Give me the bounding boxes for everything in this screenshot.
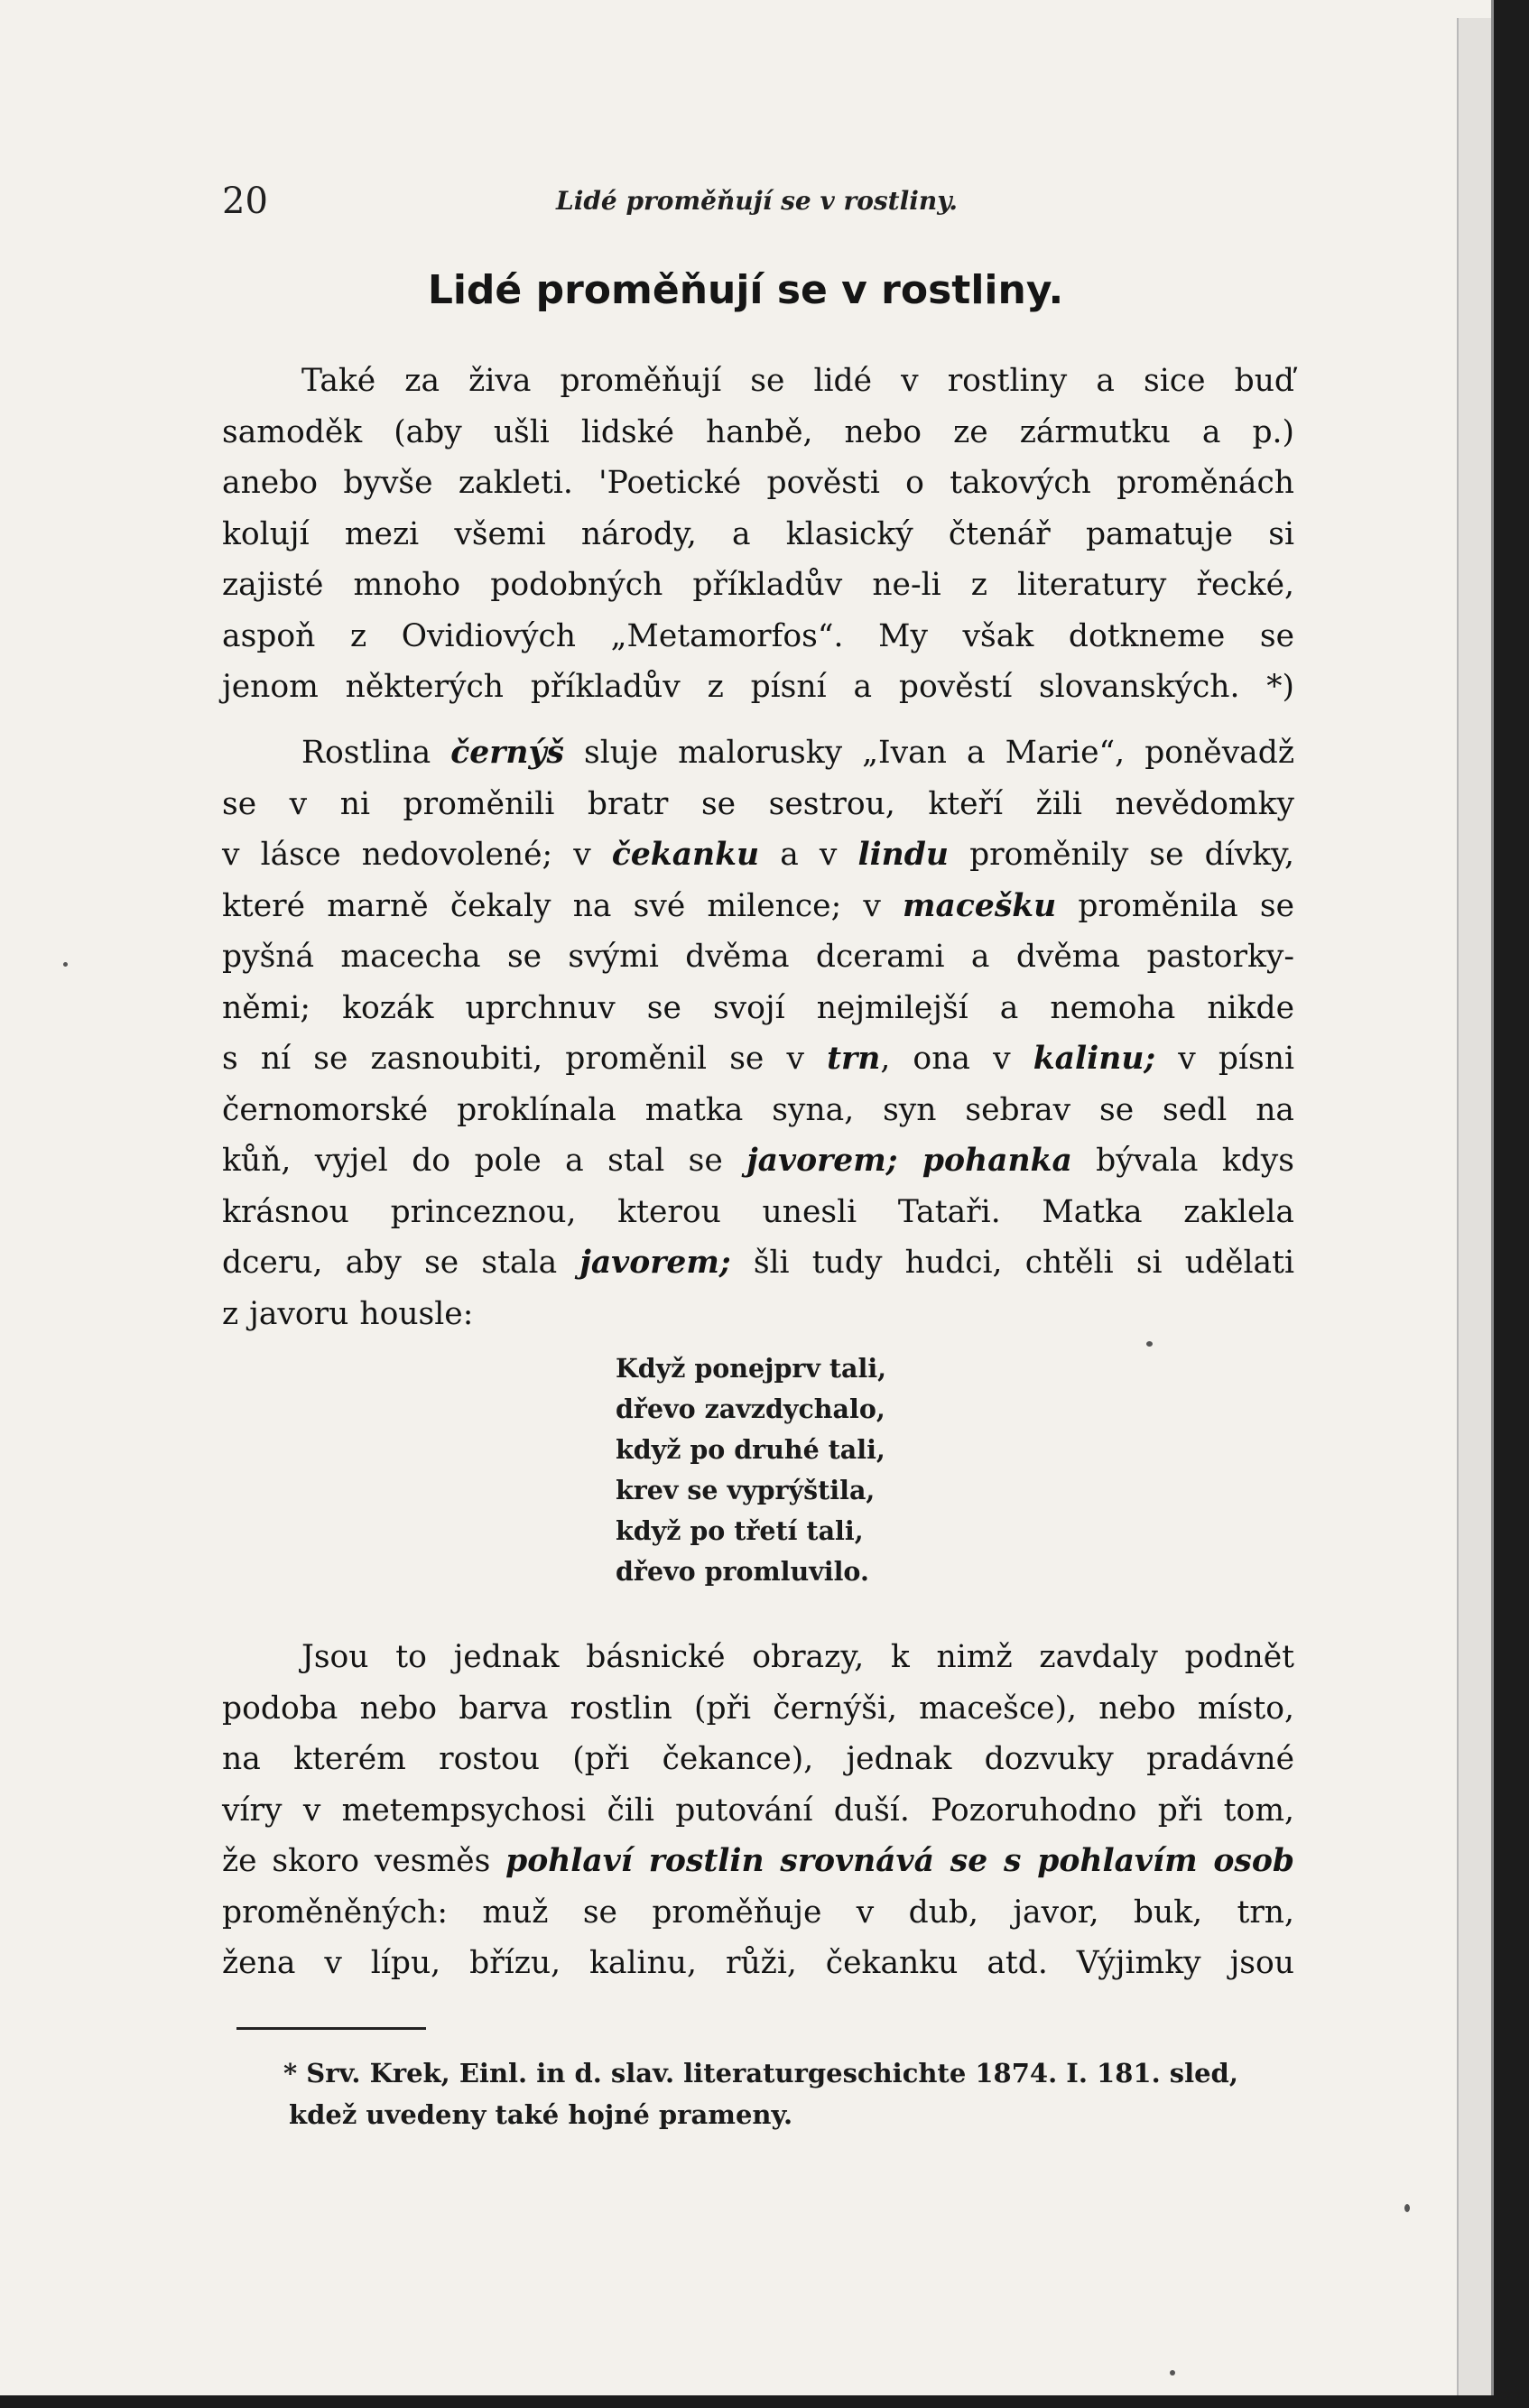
footnote [283, 2052, 1318, 2135]
paragraph-line: aspoň z Ovidiových „Metamorfos“. My však dotkneme se [222, 617, 1294, 654]
plant-term: lindu [857, 837, 949, 873]
paragraph-line: které marně čekaly na své milence; v macešku proměnila se [222, 887, 1294, 924]
poem-line: dřevo promluvilo. [616, 1556, 869, 1587]
emphasis-phrase: pohlaví rostlin srovnává se s pohlavím osob [505, 1843, 1294, 1879]
plant-term: javorem; pohanka [746, 1143, 1072, 1179]
paragraph-1 [222, 356, 1294, 713]
paragraph-line: krásnou princeznou, kterou unesli Tataři. Matka zaklela [222, 1193, 1294, 1230]
paragraph-line: černomorské proklínala matka syna, syn sebrav se sedl na [222, 1091, 1294, 1128]
plant-term: trn [827, 1041, 881, 1077]
paragraph-line: dceru, aby se stala javorem; šli tudy hudci, chtěli si udělati [222, 1245, 1294, 1281]
poem-line: když po třetí tali, [616, 1515, 864, 1546]
plant-term: čekanku [611, 837, 760, 873]
poem-line: krev se vyprýštila, [616, 1475, 876, 1505]
paragraph-line: kůň, vyjel do pole a stal se javorem; pohanka bývala kdys [222, 1143, 1294, 1179]
paragraph-line: proměněných: muž se proměňuje v dub, javor, buk, trn, [222, 1894, 1294, 1931]
paragraph-line: víry v metempsychosi čili putování duší. Pozoruhodno při tom, [222, 1792, 1294, 1829]
paragraph-3 [222, 1632, 1294, 1989]
paragraph-line: v lásce nedovolené; v čekanku a v lindu proměnily se dívky, [222, 837, 1295, 873]
paragraph-line: Jsou to jednak básnické obrazy, k nimž zavdaly podnět [301, 1639, 1294, 1675]
footnote-line: * Srv. Krek, Einl. in d. slav. literaturgeschichte 1874. I. 181. sled, [283, 2058, 1238, 2088]
paragraph-line: že skoro vesměs pohlaví rostlin srovnává se s pohlavím osob [222, 1843, 1294, 1879]
paragraph-line: jenom některých příkladův z písní a pověstí slovanských. *) [222, 669, 1294, 705]
page-number: 20 [222, 181, 268, 222]
paragraph-line: podoba nebo barva rostlin (při černýši, macešce), nebo místo, [222, 1690, 1294, 1727]
footnote-rule [236, 2027, 426, 2030]
paragraph-line: Také za živa proměňují se lidé v rostliny a sice buď [301, 363, 1294, 399]
paragraph-line: kolují mezi všemi národy, a klasický čtenář pamatuje si [222, 515, 1294, 552]
paragraph-line: pyšná macecha se svými dvěma dcerami a dvěma pastorky- [222, 939, 1294, 975]
plant-term: javorem; [579, 1245, 731, 1281]
paragraph-line: se v ni proměnili bratr se sestrou, kteří žili nevědomky [222, 785, 1294, 822]
plant-term: macešku [903, 887, 1057, 924]
paragraph-line: Rostlina černýš sluje malorusky „Ivan a Marie“, poněvadž [301, 735, 1295, 771]
paragraph-line: na kterém rostou (při čekance), jednak dozvuky pradávné [222, 1741, 1294, 1777]
paragraph-line: žena v lípu, břízu, kalinu, růži, čekanku atd. Výjimky jsou [222, 1945, 1294, 1981]
paragraph-line: s ní se zasnoubiti, proměnil se v trn, ona v kalinu; v písni [222, 1041, 1294, 1077]
chapter-title: Lidé proměňují se v rostliny. [427, 267, 1064, 313]
plant-term: černýš [450, 735, 564, 771]
paper-speck [1146, 1341, 1153, 1347]
paragraph-2 [222, 727, 1294, 1339]
running-title: Lidé proměňují se v rostliny. [556, 186, 959, 216]
paragraph-line: samoděk (aby ušli lidské hanbě, nebo ze zármutku a p.) [222, 413, 1294, 450]
paragraph-line: z javoru housle: [222, 1295, 474, 1332]
running-head [222, 181, 1296, 235]
paper-speck [63, 962, 68, 967]
page-edge [1457, 18, 1493, 2395]
poem-line: Když ponejprv tali, [616, 1353, 887, 1384]
paragraph-line: němi; kozák uprchnuv se svojí nejmilejší a nemoha nikde [222, 989, 1294, 1026]
poem-line: když po druhé tali, [616, 1434, 885, 1465]
footnote-line: kdež uvedeny také hojné prameny. [289, 2099, 793, 2130]
paragraph-line: zajisté mnoho podobných příkladův ne-li z literatury řecké, [222, 567, 1294, 603]
folk-poem [616, 1348, 1085, 1592]
paragraph-line: anebo byvše zakleti. 'Poetické pověsti o takových proměnách [222, 465, 1294, 501]
paper-speck [1404, 2204, 1410, 2212]
plant-term: kalinu; [1033, 1041, 1156, 1077]
paper-speck [1170, 2370, 1175, 2376]
poem-line: dřevo zavzdychalo, [616, 1394, 885, 1424]
